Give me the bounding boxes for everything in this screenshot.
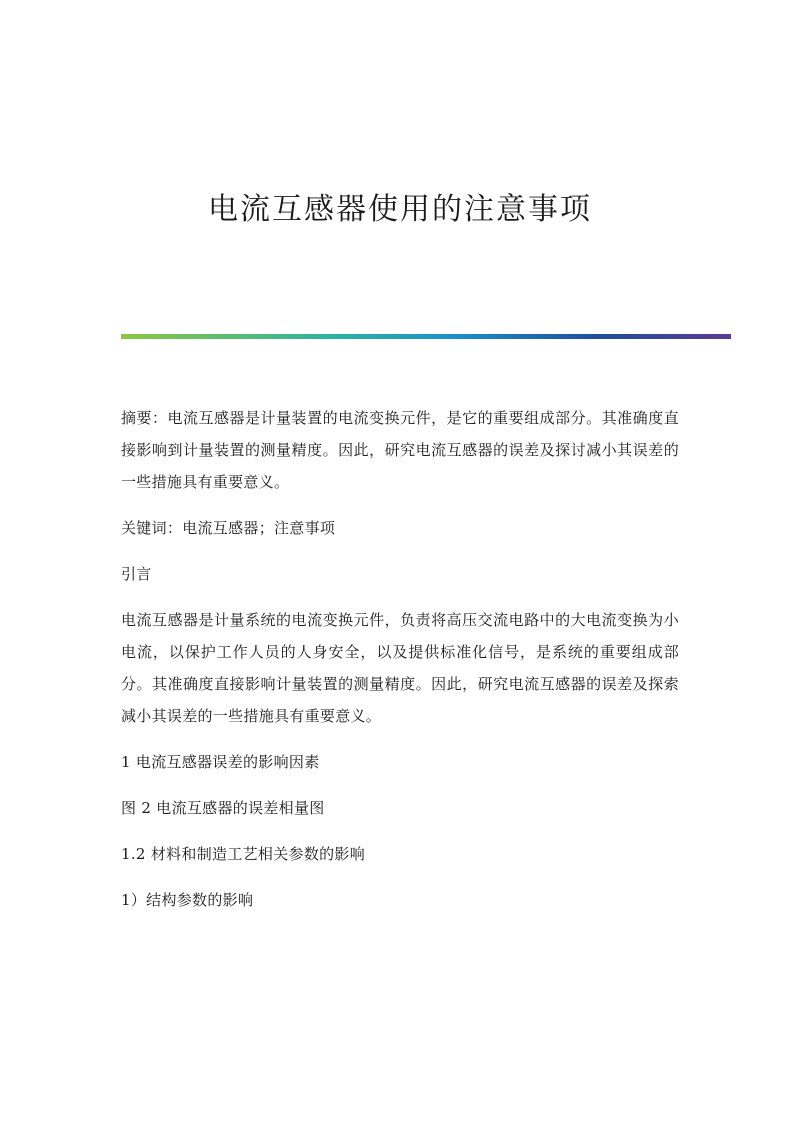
- subsection-1-heading: 1）结构参数的影响: [121, 891, 254, 909]
- abstract-paragraph: 摘要：电流互感器是计量装置的电流变换元件，是它的重要组成部分。其准确度直接影响到计量装置的测量精度。因此，研究电流互感器的误差及探讨减小其误差的一些措施具有重要意义。: [121, 409, 679, 491]
- section-1-2-heading: 1.2 材料和制造工艺相关参数的影响: [121, 845, 366, 863]
- document-body: [121, 402, 679, 930]
- intro-paragraph: 电流互感器是计量系统的电流变换元件，负责将高压交流电路中的大电流变换为小电流，以保护工作人员的人身安全，以及提供标准化信号，是系统的重要组成部分。其准确度直接影响计量装置的测量精度。因此，研究电流互感器的误差及探索减小其误差的一些措施具有重要意义。: [121, 611, 679, 725]
- document-title: 电流互感器使用的注意事项: [208, 192, 592, 227]
- intro-heading: 引言: [121, 565, 152, 583]
- section-1-heading: 1 电流互感器误差的影响因素: [121, 753, 320, 771]
- figure-2-caption: 图 2 电流互感器的误差相量图: [121, 799, 325, 817]
- title-divider: [121, 334, 731, 339]
- keywords-line: 关键词：电流互感器；注意事项: [121, 519, 336, 537]
